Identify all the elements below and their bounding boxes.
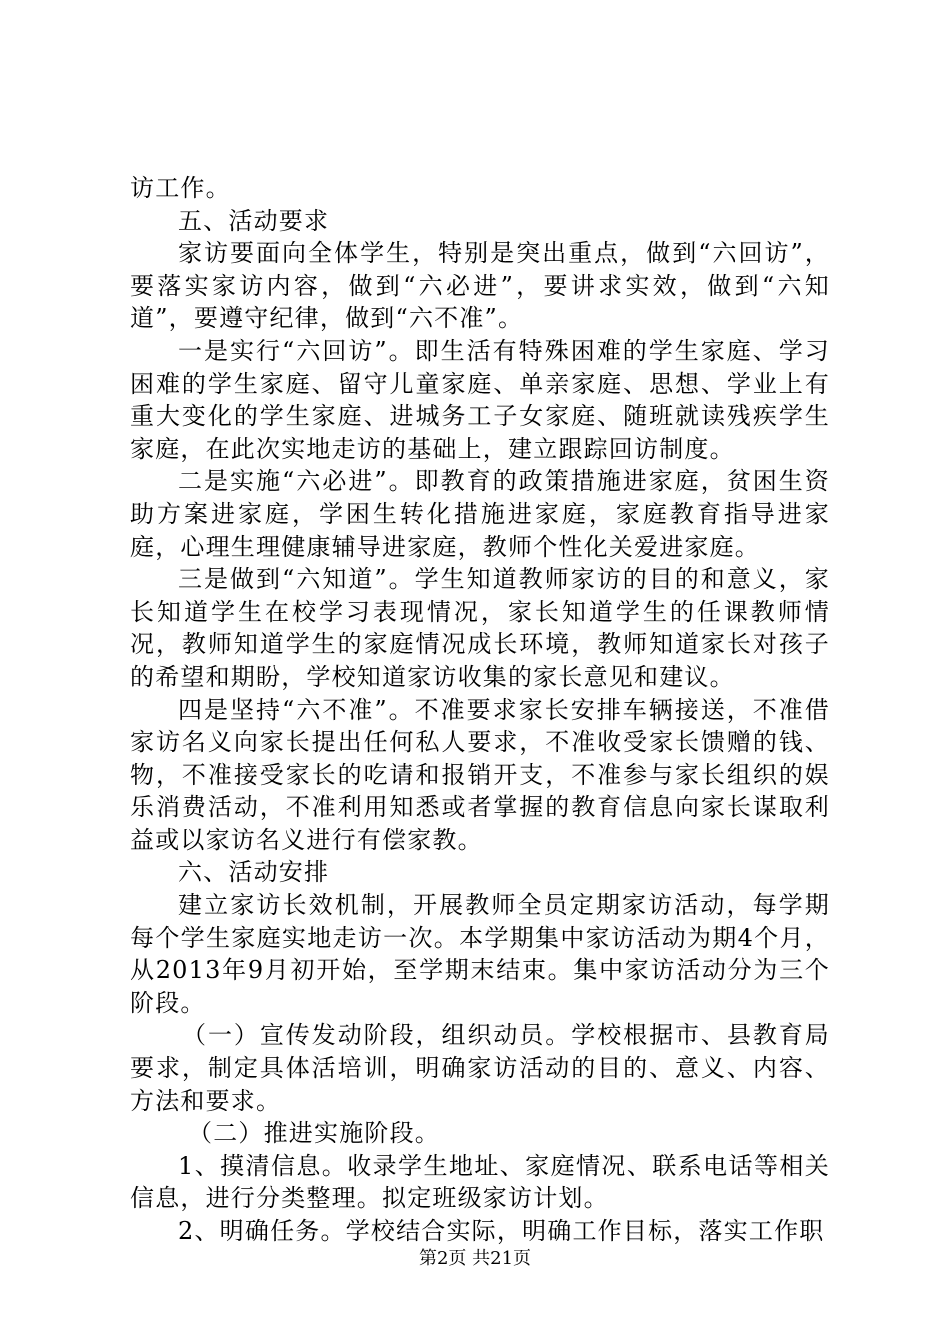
paragraph-arrangement-intro: 建立家访长效机制，开展教师全员定期家访活动，每学期每个学生家庭实地走访一次。本学期集中家访活动为期4个月，从2013年9月初开始，至学期末结束。集中家访活动分为三个阶段。 (130, 891, 830, 1017)
paragraph-six-know: 三是做到“六知道”。学生知道教师家访的目的和意义，家长知道学生在校学习表现情况，家长知道学生的任课教师情况，教师知道学生的家庭情况成长环境，教师知道家长对孩子的希望和期盼，学校知道家访收集的家长意见和建议。 (130, 565, 830, 691)
paragraph-six-revisits: 一是实行“六回访”。即生活有特殊困难的学生家庭、学习困难的学生家庭、留守儿童家庭、单亲家庭、思想、学业上有重大变化的学生家庭、进城务工子女家庭、随班就读残疾学生家庭，在此次实地走访的基础上，建立跟踪回访制度。 (130, 336, 830, 463)
paragraph-continuation: 访工作。 (130, 174, 231, 202)
paragraph-stage-one: （一）宣传发动阶段，组织动员。学校根据市、县教育局要求，制定具体活培训，明确家访活动的目的、意义、内容、方法和要求。 (130, 1021, 830, 1115)
paragraph-six-must-enter: 二是实施“六必进”。即教育的政策措施进家庭，贫困生资助方案进家庭，学困生转化措施进家庭，家庭教育指导进家庭，心理生理健康辅导进家庭，教师个性化关爱进家庭。 (130, 467, 830, 561)
paragraph-step-one: 1、摸清信息。收录学生地址、家庭情况、联系电话等相关信息，进行分类整理。拟定班级家访计划。 (130, 1151, 830, 1213)
paragraph-stage-two: （二）推进实施阶段。 (188, 1119, 440, 1148)
paragraph-six-forbidden: 四是坚持“六不准”。不准要求家长安排车辆接送，不准借家访名义向家长提出任何私人要求，不准收受家长馈赠的钱、物，不准接受家长的吃请和报销开支，不准参与家长组织的娱乐消费活动，不准利用知悉或者掌握的教育信息向家长谋取利益或以家访名义进行有偿家教。 (130, 695, 830, 854)
page-number-footer: 第2页 共21页 (418, 1248, 532, 1269)
document-body (130, 172, 830, 1248)
section-heading-requirements: 五、活动要求 (178, 206, 330, 235)
section-heading-arrangement: 六、活动安排 (178, 858, 330, 887)
paragraph-requirements-intro: 家访要面向全体学生，特别是突出重点，做到“六回访”，要落实家访内容，做到“六必进”，要讲求实效，做到“六知道”，要遵守纪律，做到“六不准”。 (130, 239, 830, 333)
paragraph-step-two: 2、明确任务。学校结合实际，明确工作目标，落实工作职 (178, 1217, 825, 1245)
